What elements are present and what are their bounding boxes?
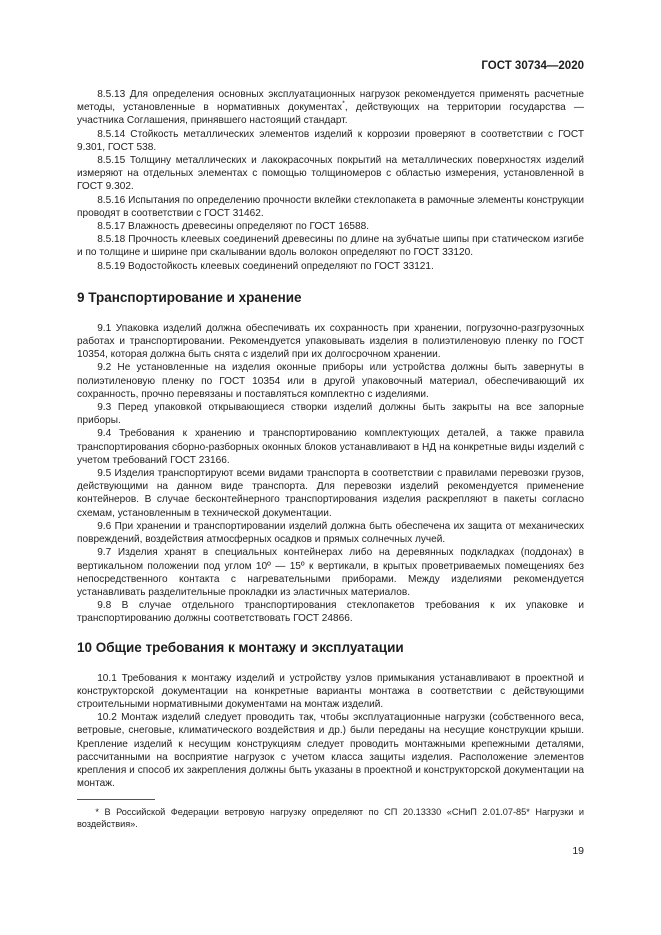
clause-8-5-18: 8.5.18 Прочность клеевых соединений древесины по длине на зубчатые шипы при статическом изгибе и по толщине и ширине при скалывании вдоль волокон определяют по ГОСТ 33120. <box>77 234 584 259</box>
clause-8-5-13: 8.5.13 Для определения основных эксплуатационных нагрузок рекомендуется применять расчетные методы, установленные в нормативных документах*, действующих на территории государства — участника Соглашения, принявшего настоящий стандарт. <box>77 89 584 127</box>
clause-10-2: 10.2 Монтаж изделий следует проводить так, чтобы эксплуатационные нагрузки (собственного веса, ветровые, снеговые, климатического воздействия и др.) были переданы на несущие конструкции крыши. Крепление изделий к несущим конструкциям следует проводить монтажными крепежными деталями, рассчитанными на восприятие нагрузок с учетом класса защиты изделия. Расположение элементов крепления и способ их закрепления должны быть указаны в проектной и конструкторской документации на монтаж. <box>77 712 584 790</box>
document-body <box>77 88 584 790</box>
clause-10-1: 10.1 Требования к монтажу изделий и устройству узлов примыкания устанавливают в проектной и конструкторской документации на конкретные варианты монтажа в соответствии с действующими строительными нормативными документами на монтаж изделий. <box>77 672 584 710</box>
clause-9-4: 9.4 Требования к хранению и транспортированию комплектующих деталей, а также правила транспортирования сборно-разборных оконных блоков устанавливают в НД на конкретные виды изделий с учетом требований ГОСТ 23166. <box>77 428 584 466</box>
clause-9-1: 9.1 Упаковка изделий должна обеспечивать их сохранность при хранении, погрузочно-разгрузочных работах и транспортировании. Рекомендуется упаковывать изделия в полиэтиленовую пленку по ГОСТ 10354, которая должна быть снята с изделий при их долгосрочном хранении. <box>77 322 584 361</box>
document-id-header: ГОСТ 30734—2020 <box>481 60 584 72</box>
footnote: * В Российской Федерации ветровую нагрузку определяют по СП 20.13330 «СНиП 2.01.07-85* Нагрузки и воздействия». <box>77 807 584 829</box>
clause-8-5-15: 8.5.15 Толщину металлических и лакокрасочных покрытий на металлических поверхностях изделий измеряют на отдельных элементах с помощью толщиномеров с областью измерения, установленной в ГОСТ 9.302. <box>77 155 584 193</box>
clause-8-5-16: 8.5.16 Испытания по определению прочности вклейки стеклопакета в рамочные элементы конструкции проводят в соответствии с ГОСТ 31462. <box>77 194 584 219</box>
clause-9-7: 9.7 Изделия хранят в специальных контейнерах либо на деревянных подкладках (поддонах) в вертикальном положении под углом 10º — 15º к вертикали, в крытых проветриваемых помещениях без непосредственного контакта с нагревательными приборами. Между изделиями рекомендуется устанавливать разделительные прокладки из эластичных материалов. <box>77 547 584 598</box>
page-number: 19 <box>572 845 584 857</box>
clause-9-6: 9.6 При хранении и транспортировании изделий должна быть обеспечена их защита от механических повреждений, воздействия атмосферных осадков и прямых солнечных лучей. <box>77 520 584 546</box>
section-10-heading: 10 Общие требования к монтажу и эксплуатации <box>77 639 404 655</box>
section-9-heading: 9 Транспортирование и хранение <box>77 289 302 305</box>
footnote-separator <box>77 799 155 800</box>
clause-8-5-17: 8.5.17 Влажность древесины определяют по ГОСТ 16588. <box>97 221 370 233</box>
clause-8-5-14: 8.5.14 Стойкость металлических элементов изделий к коррозии проверяют в соответствии с ГОСТ 9.301, ГОСТ 538. <box>77 128 584 153</box>
footnote-marker[interactable]: * <box>342 100 345 108</box>
clause-8-5-19: 8.5.19 Водостойкость клеевых соединений определяют по ГОСТ 33121. <box>97 260 434 272</box>
clause-9-2: 9.2 Не установленные на изделия оконные приборы или устройства должны быть завернуты в полиэтиленовую пленку по ГОСТ 10354 или в другой упаковочный материал, обеспечивающий их сохранность, прочно перевязаны и поставляться комплектно с изделиями. <box>77 362 584 400</box>
clause-9-8: 9.8 В случае отдельного транспортирования стеклопакетов требования к их упаковке и транспортированию должны соответствовать ГОСТ 24866. <box>77 600 584 625</box>
clause-9-3: 9.3 Перед упаковкой открывающиеся створки изделий должны быть закрыты на все запорные приборы. <box>77 402 584 427</box>
clause-9-5: 9.5 Изделия транспортируют всеми видами транспорта в соответствии с правилами перевозки грузов, действующими на данном виде транспорта. Для перевозки изделий рекомендуется применение контейнеров. В случае бесконтейнерного транспортирования изделия раскрепляют в пакеты согласно схемам, установленным в технической документации. <box>77 468 584 519</box>
